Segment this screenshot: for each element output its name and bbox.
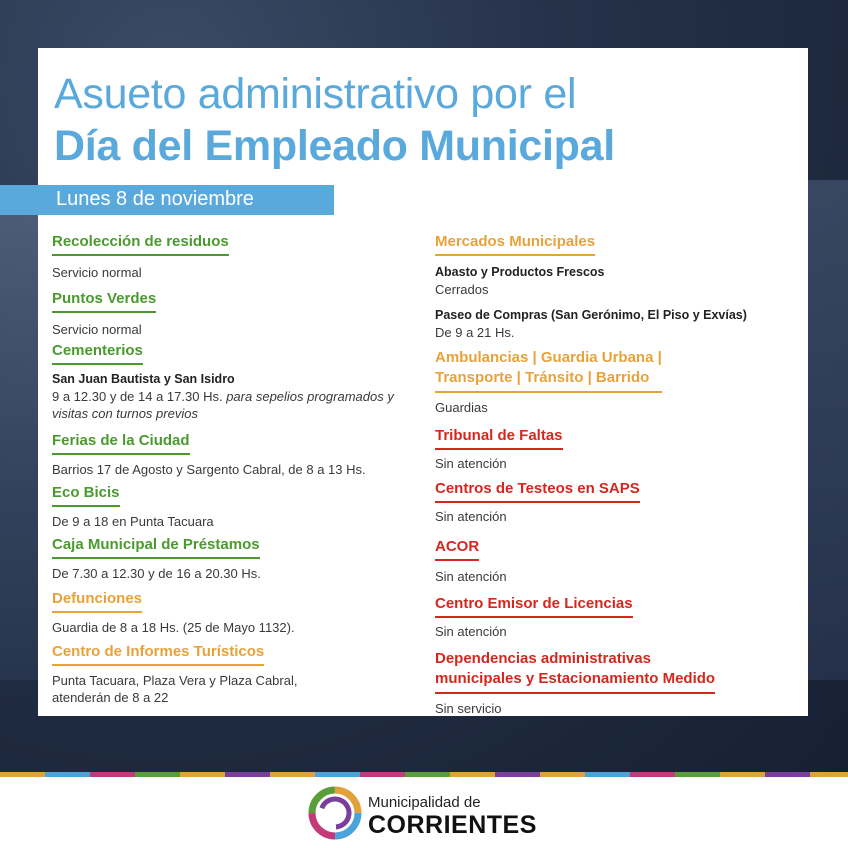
text-recoleccion: Servicio normal — [52, 265, 142, 280]
item-centro-informes — [52, 643, 422, 706]
text-ferias: Barrios 17 de Agosto y Sargento Cabral, de 8 a 13 Hs. — [52, 462, 366, 477]
text-defunciones: Guardia de 8 a 18 Hs. (25 de Mayo 1132). — [52, 620, 295, 635]
text-mercados-sub2: Paseo de Compras (San Gerónimo, El Piso y Exvías) — [435, 308, 747, 322]
title-line-1: Asueto administrativo por el — [54, 70, 577, 118]
right-column — [435, 233, 805, 717]
logo-text-municipalidad: Municipalidad de — [368, 794, 481, 811]
background-building-right — [808, 180, 848, 680]
item-ferias — [52, 432, 422, 478]
heading-acor: ACOR — [435, 538, 479, 561]
heading-caja: Caja Municipal de Préstamos — [52, 536, 260, 559]
heading-centro-informes: Centro de Informes Turísticos — [52, 643, 264, 666]
item-caja — [52, 536, 422, 582]
text-mercados-text2: De 9 a 21 Hs. — [435, 325, 515, 340]
text-emisor: Sin atención — [435, 624, 507, 639]
heading-tribunal: Tribunal de Faltas — [435, 427, 563, 450]
heading-ferias: Ferias de la Ciudad — [52, 432, 190, 455]
text-eco-bicis: De 9 a 18 en Punta Tacuara — [52, 514, 214, 529]
heading-ambulancias-line1: Ambulancias | Guardia Urbana | — [435, 349, 662, 366]
cementerios-hours: 9 a 12.30 y de 14 a 17.30 Hs. — [52, 389, 223, 404]
heading-defunciones: Defunciones — [52, 590, 142, 613]
heading-cementerios: Cementerios — [52, 342, 143, 365]
item-cementerios — [52, 342, 422, 422]
item-defunciones — [52, 590, 422, 636]
title-line-2: Día del Empleado Municipal — [54, 122, 615, 170]
item-recoleccion — [52, 233, 422, 281]
item-dependencias — [435, 648, 805, 717]
heading-dependencias — [435, 648, 715, 694]
left-column — [52, 233, 422, 706]
heading-eco-bicis: Eco Bicis — [52, 484, 120, 507]
item-testeos — [435, 480, 805, 525]
text-centro-line1: Punta Tacuara, Plaza Vera y Plaza Cabral, — [52, 673, 298, 688]
item-eco-bicis — [52, 484, 422, 530]
item-ambulancias — [435, 347, 805, 416]
text-caja: De 7.30 a 12.30 y de 16 a 20.30 Hs. — [52, 566, 261, 581]
text-cementerios-hours — [52, 388, 422, 422]
municipality-logo-icon — [308, 786, 362, 840]
heading-emisor: Centro Emisor de Licencias — [435, 595, 633, 618]
item-puntos-verdes — [52, 290, 422, 338]
text-mercados-text1: Cerrados — [435, 282, 489, 297]
date-label: Lunes 8 de noviembre — [56, 188, 254, 210]
heading-dependencias-line1: Dependencias administrativas — [435, 650, 651, 667]
text-ambulancias: Guardias — [435, 400, 488, 415]
text-puntos-verdes: Servicio normal — [52, 322, 142, 337]
logo-text-corrientes: CORRIENTES — [368, 811, 537, 839]
item-mercados — [435, 233, 805, 341]
heading-puntos-verdes: Puntos Verdes — [52, 290, 156, 313]
heading-dependencias-line2: municipales y Estacionamiento Medido — [435, 670, 716, 687]
text-tribunal: Sin atención — [435, 456, 507, 471]
text-centro-line2: atenderán de 8 a 22 — [52, 690, 169, 705]
heading-mercados: Mercados Municipales — [435, 233, 595, 256]
item-emisor — [435, 595, 805, 640]
text-cementerios-names: San Juan Bautista y San Isidro — [52, 372, 235, 386]
text-testeos: Sin atención — [435, 509, 507, 524]
cementerios-note: para sepelios programados y visitas con turnos previos — [52, 389, 394, 421]
text-acor: Sin atención — [435, 569, 507, 584]
heading-testeos: Centros de Testeos en SAPS — [435, 480, 640, 503]
item-tribunal — [435, 427, 805, 472]
text-mercados-sub1: Abasto y Productos Frescos — [435, 265, 605, 279]
heading-ambulancias-line2: Transporte | Tránsito | Barrido — [435, 369, 650, 386]
text-dependencias: Sin servicio — [435, 701, 502, 716]
item-acor — [435, 538, 805, 585]
heading-ambulancias — [435, 347, 662, 393]
heading-recoleccion: Recolección de residuos — [52, 233, 229, 256]
